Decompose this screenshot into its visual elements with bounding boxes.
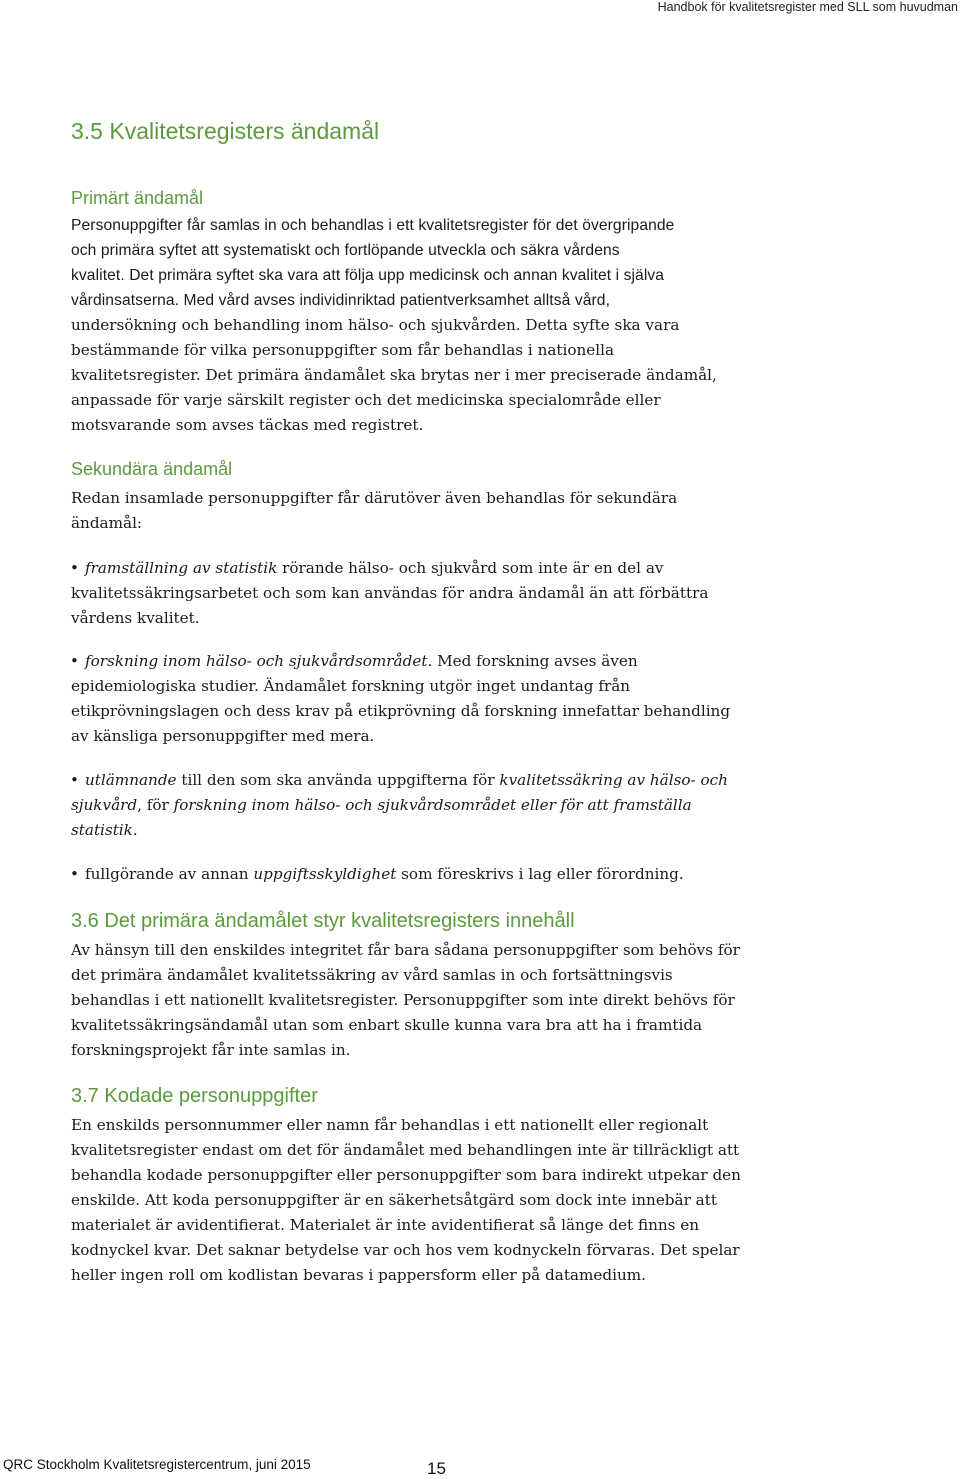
text: . <box>132 821 138 839</box>
paragraph-line: kvalitet. Det primära syftet ska vara att följa upp medicinsk och annan kvalitet i själva <box>71 267 665 284</box>
primary-purpose-paragraph <box>71 213 831 438</box>
list-item-line <box>71 793 831 818</box>
bullet-glyph: • <box>70 559 79 577</box>
list-item-line: kvalitetssäkringsarbetet och som kan användas för andra ändamål än att förbättra <box>71 584 709 602</box>
bullet-glyph: • <box>70 865 79 883</box>
paragraph-line: kvalitetsregister. Det primära ändamålet ska brytas ner i mer preciserade ändamål, <box>71 366 717 384</box>
emphasis: kvalitetssäkring av hälso- och <box>499 771 728 789</box>
list-item-line <box>71 818 831 843</box>
paragraph-line: Redan insamlade personuppgifter får därutöver även behandlas för sekundära <box>71 489 678 507</box>
secondary-purpose-heading: Sekundära ändamål <box>71 459 233 479</box>
paragraph-line: vårdinsatserna. Med vård avses individinriktad patientverksamhet alltså vård, <box>71 292 611 309</box>
running-header: Handbok för kvalitetsregister med SLL som huvudman <box>657 0 958 14</box>
paragraph-line: materialet är avidentifierat. Materialet är inte avidentifierat så länge det finns en <box>71 1216 700 1234</box>
section-3-7-paragraph <box>71 1113 831 1288</box>
paragraph-line: En enskilds personnummer eller namn får behandlas i ett nationellt eller regionalt <box>71 1116 709 1134</box>
list-item <box>71 556 831 631</box>
list-item-line: etikprövningslagen och dess krav på etikprövning då forskning innefattar behandling <box>71 702 731 720</box>
text: till den som ska använda uppgifterna för <box>176 771 500 789</box>
emphasis: sjukvård <box>71 796 138 814</box>
bullet-glyph: • <box>70 652 79 670</box>
paragraph-line: undersökning och behandling inom hälso- och sjukvården. Detta syfte ska vara <box>71 316 680 334</box>
emphasis: statistik <box>71 821 133 839</box>
page-number: 15 <box>427 1459 446 1478</box>
list-item-line <box>71 862 831 887</box>
emphasis: framställning av statistik <box>85 559 278 577</box>
emphasis: utlämnande <box>85 771 177 789</box>
emphasis: forskning inom hälso- och sjukvårdsområdet <box>85 652 428 670</box>
list-item <box>71 649 831 749</box>
paragraph-line: bestämmande för vilka personuppgifter som får behandlas i nationella <box>71 341 615 359</box>
text: fullgörande av annan <box>85 865 254 883</box>
section-3-6-title: 3.6 Det primära ändamålet styr kvalitetsregisters innehåll <box>71 910 575 932</box>
section-3-5-title: 3.5 Kvalitetsregisters ändamål <box>71 118 380 144</box>
paragraph-line: och primära syftet att systematiskt och fortlöpande utveckla och säkra vårdens <box>71 242 620 259</box>
secondary-intro-paragraph <box>71 486 831 536</box>
list-item-line: av känsliga personuppgifter med mera. <box>71 727 375 745</box>
paragraph-line: behandla kodade personuppgifter eller personuppgifter som bara indirekt utpekar den <box>71 1166 741 1184</box>
list-item-line: epidemiologiska studier. Ändamålet forskning utgör inget undantag från <box>71 677 631 695</box>
paragraph-line: kvalitetsregister endast om det för ändamålet med behandlingen inte är tillräckligt att <box>71 1141 740 1159</box>
paragraph-line: anpassade för varje särskilt register och det medicinska specialområde eller <box>71 391 661 409</box>
paragraph-line: kvalitetssäkringsändamål utan som enbart skulle kunna vara bra att ha i framtida <box>71 1016 703 1034</box>
paragraph-line: Personuppgifter får samlas in och behandlas i ett kvalitetsregister för det övergripande <box>71 217 675 234</box>
text: som föreskrivs i lag eller förordning. <box>396 865 684 883</box>
paragraph-line: Av hänsyn till den enskildes integritet får bara sådana personuppgifter som behövs för <box>71 941 740 959</box>
list-item-line <box>71 649 831 674</box>
text: rörande hälso- och sjukvård som inte är en del av <box>277 559 664 577</box>
section-3-7-title: 3.7 Kodade personuppgifter <box>71 1085 318 1107</box>
paragraph-line: behandlas i ett nationellt kvalitetsregister. Personuppgifter som inte direkt behövs för <box>71 991 735 1009</box>
paragraph-line: forskningsprojekt får inte samlas in. <box>71 1041 351 1059</box>
bullet-glyph: • <box>70 771 79 789</box>
section-3-6-paragraph <box>71 938 831 1063</box>
list-item <box>71 862 831 887</box>
paragraph-line: enskilde. Att koda personuppgifter är en säkerhetsåtgärd som dock inte innebär att <box>71 1191 717 1209</box>
list-item-line: vårdens kvalitet. <box>71 609 200 627</box>
paragraph-line: det primära ändamålet kvalitetssäkring av vård samlas in och fortsättningsvis <box>71 966 673 984</box>
list-item-line <box>71 556 831 581</box>
primary-purpose-heading: Primärt ändamål <box>71 188 204 208</box>
paragraph-line: motsvarande som avses täckas med registret. <box>71 416 424 434</box>
emphasis: forskning inom hälso- och sjukvårdsområdet eller för att framställa <box>173 796 692 814</box>
paragraph-line: ändamål: <box>71 514 143 532</box>
text: . Med forskning avses även <box>427 652 638 670</box>
emphasis: uppgiftsskyldighet <box>253 865 397 883</box>
paragraph-line: heller ingen roll om kodlistan bevaras i pappersform eller på datamedium. <box>71 1266 646 1284</box>
text: , för <box>137 796 174 814</box>
paragraph-line: kodnyckel kvar. Det saknar betydelse var och hos vem kodnyckeln förvaras. Det spelar <box>71 1241 740 1259</box>
list-item <box>71 768 831 843</box>
footer-text: QRC Stockholm Kvalitetsregistercentrum, juni 2015 <box>3 1457 311 1472</box>
list-item-line <box>71 768 831 793</box>
